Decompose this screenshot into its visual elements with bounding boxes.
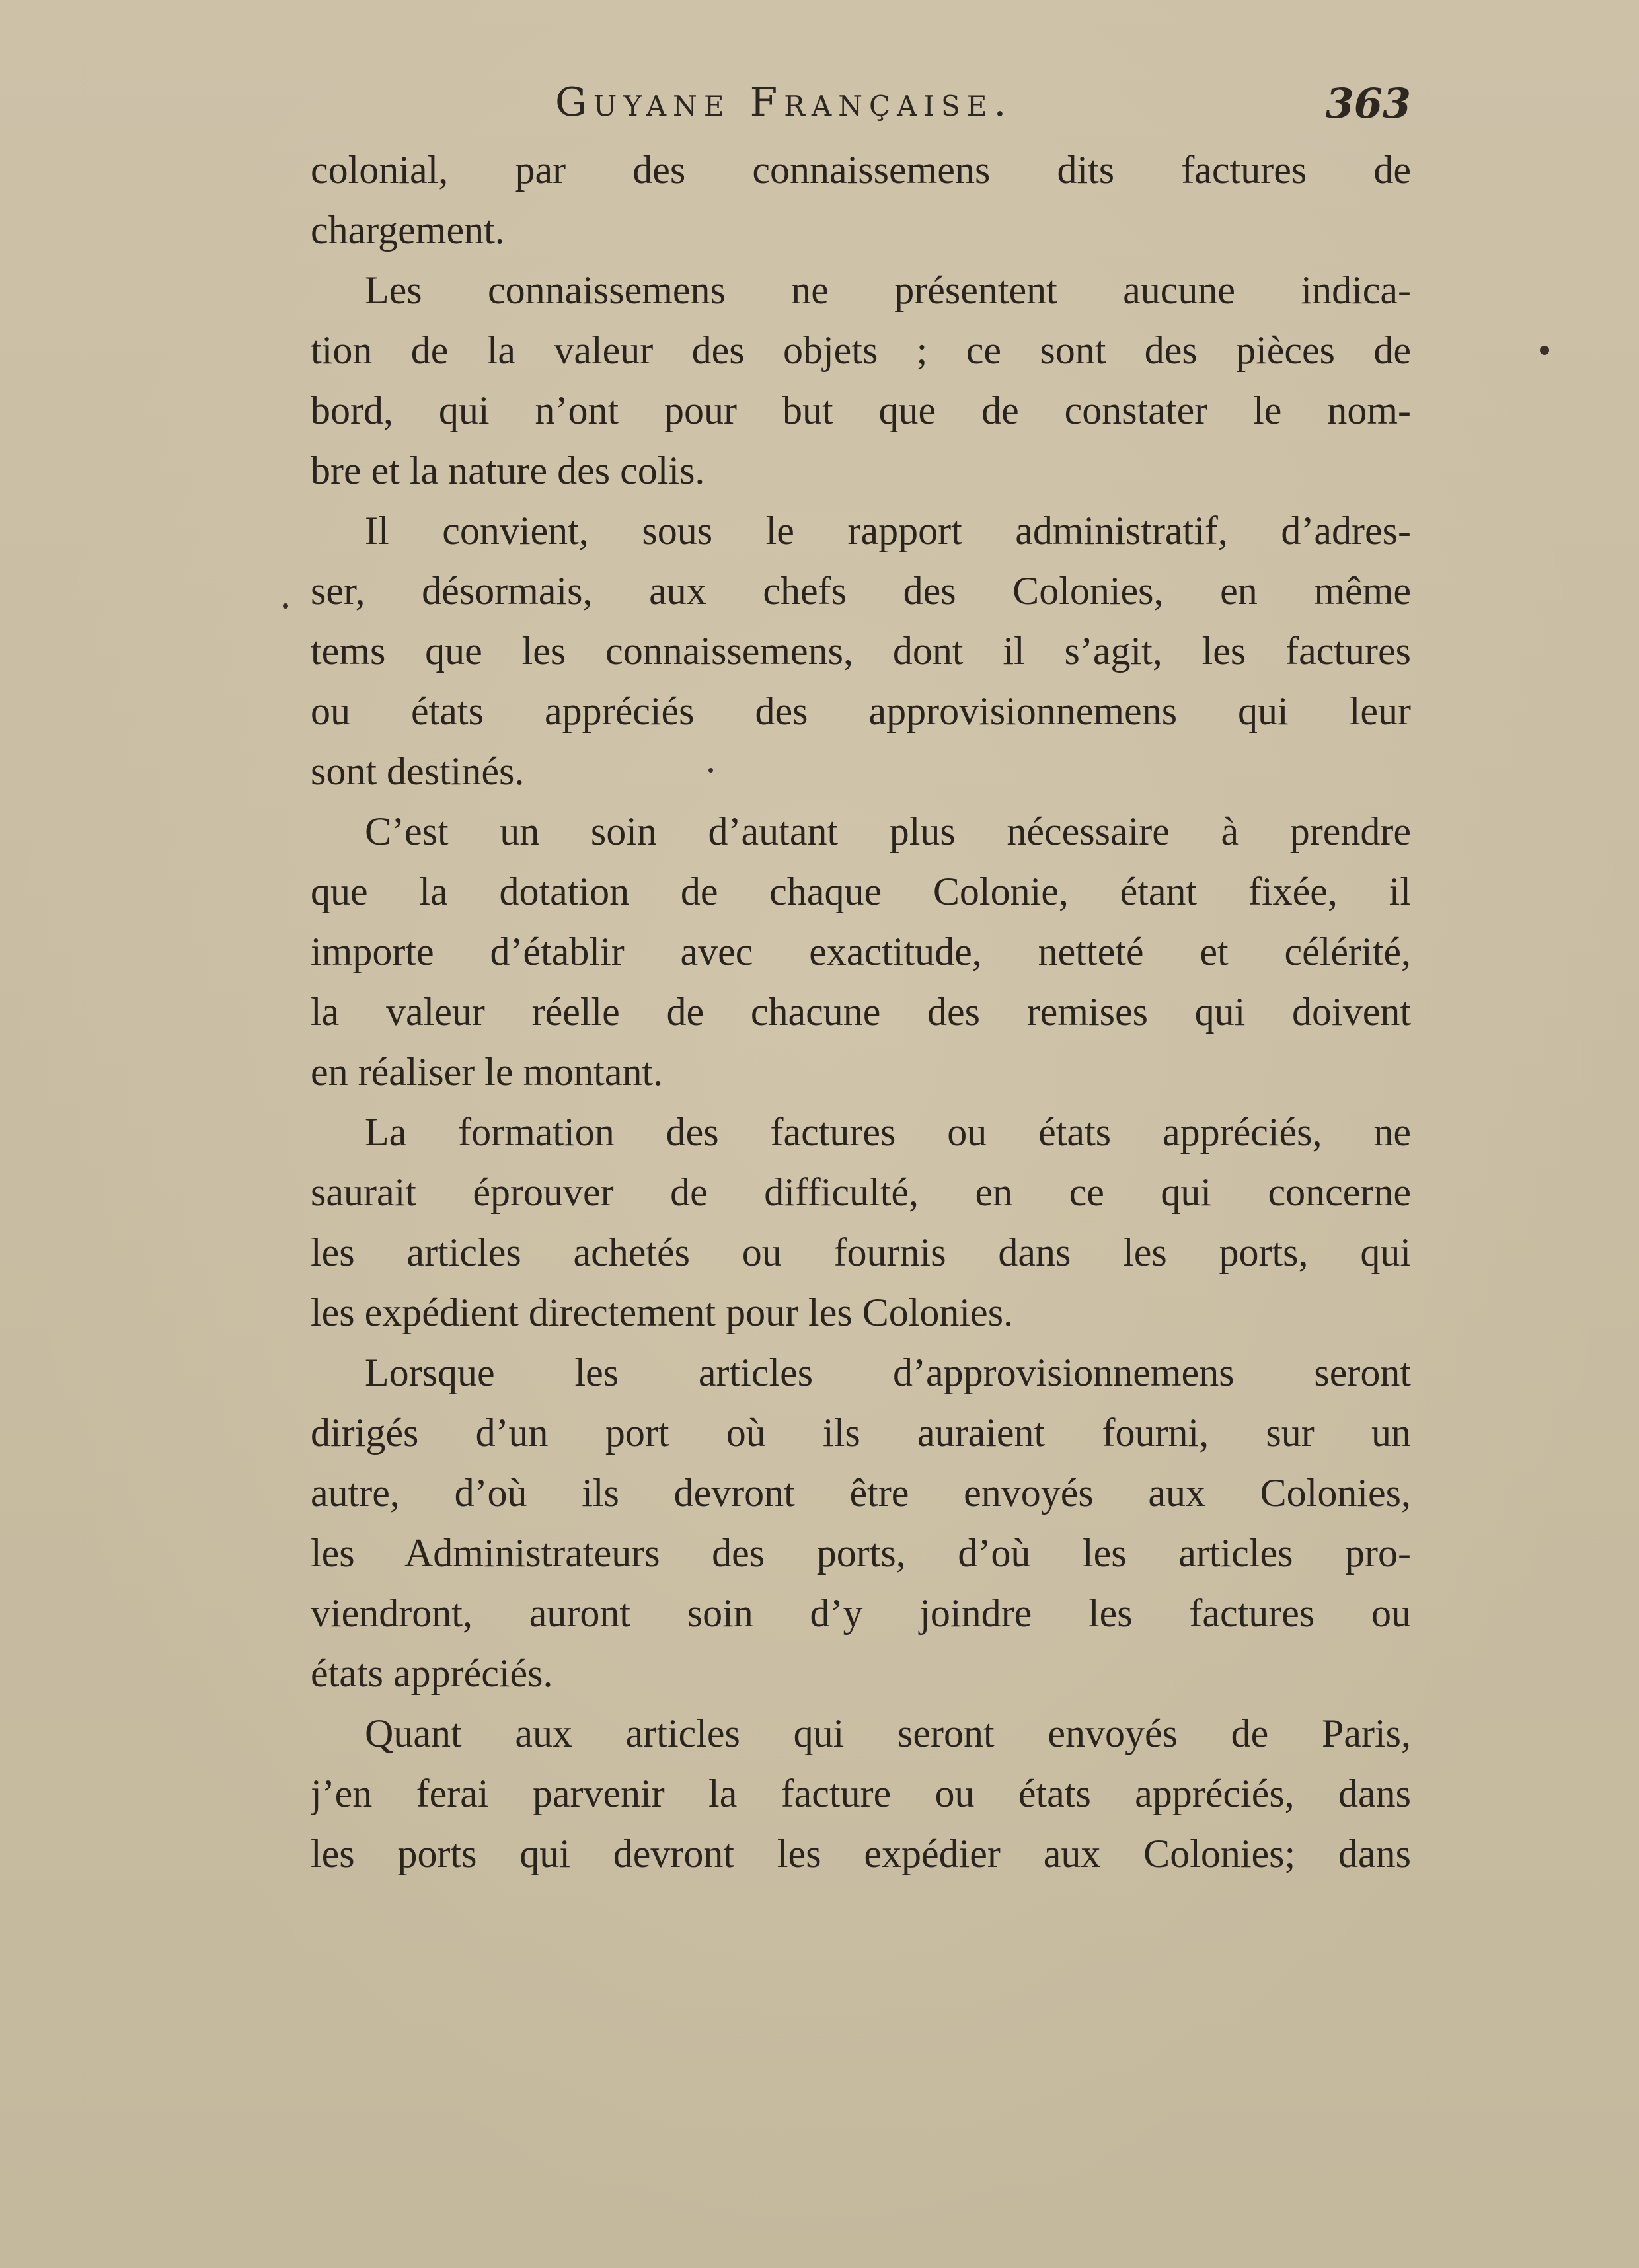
ink-speck <box>1540 346 1549 355</box>
text-line: autre, d’où ils devront être envoyés aux Colonies, <box>311 1471 1411 1515</box>
text-line: la valeur réelle de chacune des remises qui doivent <box>311 990 1411 1034</box>
text-line: bre et la nature des colis. <box>311 449 705 492</box>
ink-speck <box>283 603 288 609</box>
text-line: dirigés d’un port où ils auraient fourni, sur un <box>311 1411 1411 1455</box>
page-number: 363 <box>1325 79 1411 128</box>
text-line: que la dotation de chaque Colonie, étant fixée, il <box>311 870 1411 913</box>
text-line: tion de la valeur des objets ; ce sont des pièces de <box>311 328 1411 372</box>
text-line: chargement. <box>311 208 505 252</box>
text-line: ou états appréciés des approvisionnemens qui leur <box>311 689 1411 733</box>
text-line: bord, qui n’ont pour but que de constater le nom- <box>311 389 1411 432</box>
text-line: états appréciés. <box>311 1651 553 1695</box>
text-line: les Administrateurs des ports, d’où les articles pro- <box>311 1531 1411 1575</box>
text-line: tems que les connaissemens, dont il s’agit, les factures <box>311 629 1411 673</box>
text-line: C’est un soin d’autant plus nécessaire à prendre <box>365 810 1411 853</box>
text-line: Lorsque les articles d’approvisionnemens seront <box>365 1351 1411 1394</box>
text-line: importe d’établir avec exactitude, netteté et célérité, <box>311 930 1411 973</box>
text-line: saurait éprouver de difficulté, en ce qui concerne <box>311 1170 1411 1214</box>
page-header <box>311 79 1411 145</box>
text-line: ser, désormais, aux chefs des Colonies, en même <box>311 569 1411 613</box>
text-line: Il convient, sous le rapport administratif, d’adres- <box>365 509 1411 552</box>
text-line: La formation des factures ou états appréciés, ne <box>365 1110 1411 1154</box>
text-line: les ports qui devront les expédier aux Colonies; dans <box>311 1832 1411 1875</box>
ink-speck <box>708 768 713 773</box>
text-line: en réaliser le montant. <box>311 1050 664 1094</box>
body-text <box>311 140 1411 1884</box>
running-title: Guyane Française. <box>555 79 1013 126</box>
text-line: Les connaissemens ne présentent aucune indica- <box>365 268 1411 312</box>
text-line: colonial, par des connaissemens dits factures de <box>311 148 1411 192</box>
text-line: les articles achetés ou fournis dans les ports, qui <box>311 1230 1411 1274</box>
text-line: j’en ferai parvenir la facture ou états appréciés, dans <box>311 1772 1411 1815</box>
text-line: sont destinés. <box>311 749 525 793</box>
text-line: les expédient directement pour les Colonies. <box>311 1291 1014 1334</box>
text-line: viendront, auront soin d’y joindre les factures ou <box>311 1591 1411 1635</box>
text-line: Quant aux articles qui seront envoyés de Paris, <box>365 1712 1411 1755</box>
